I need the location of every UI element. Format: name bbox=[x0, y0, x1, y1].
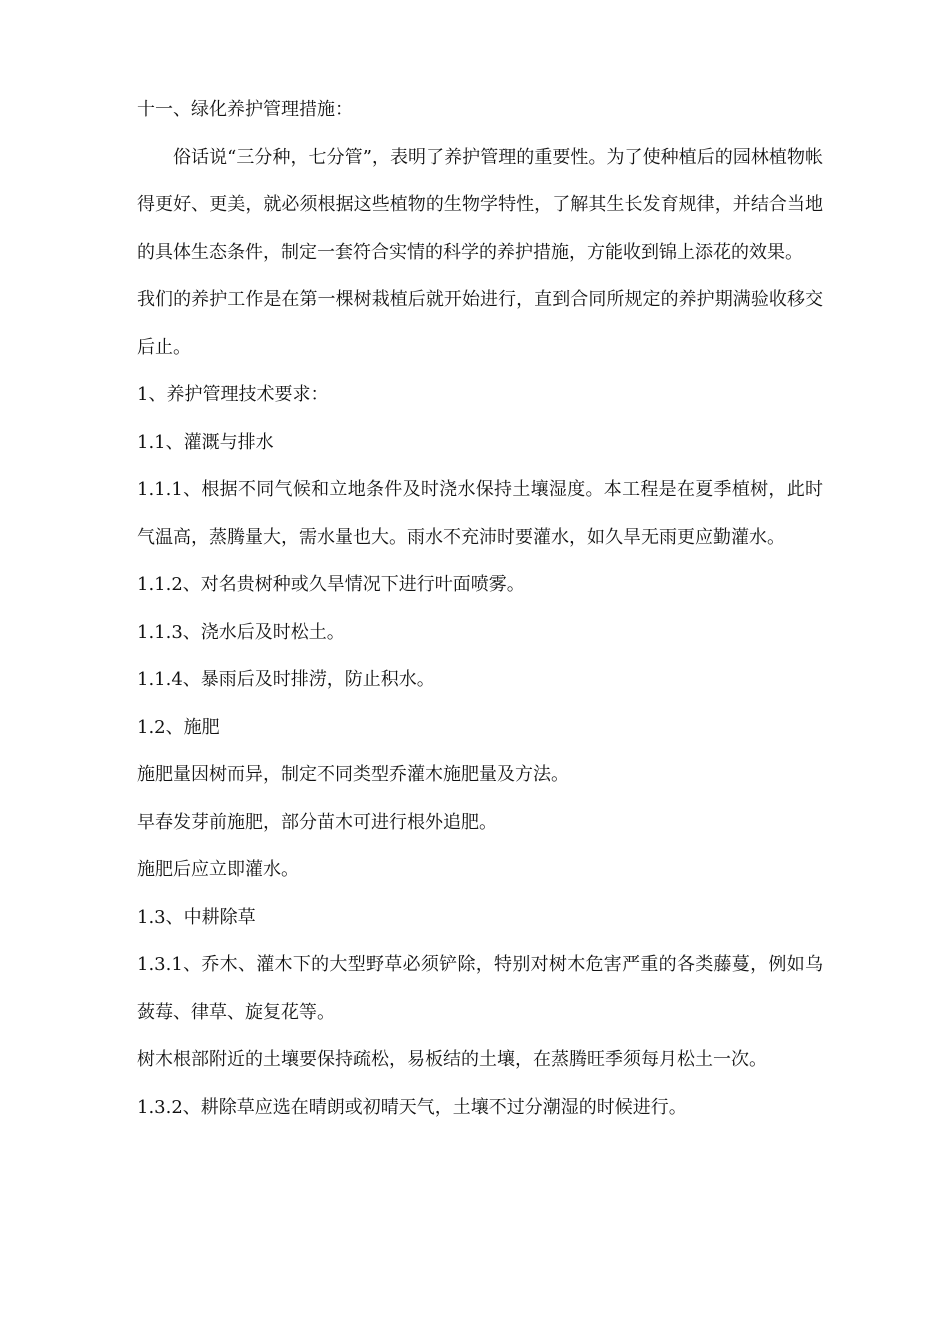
intro-paragraph: 俗话说“三分种，七分管”，表明了养护管理的重要性。为了使种植后的园林植物帐得更好、更美，就必须根据这些植物的生物学特性，了解其生长发育规律，并结合当地的具体生态条件，制定一套符合实情的科学的养护措施，方能收到锦上添花的效果。 bbox=[137, 146, 823, 263]
subsection-heading-1-1: 1.1、灌溉与排水 bbox=[137, 431, 274, 453]
soil-loosening-paragraph: 树木根部附近的土壤要保持疏松，易板结的土壤，在蒸腾旺季须每月松土一次。 bbox=[137, 1049, 767, 1070]
maintenance-period-paragraph: 我们的养护工作是在第一棵树栽植后就开始进行，直到合同所规定的养护期满验收移交后止。 bbox=[137, 289, 823, 358]
item-1-1-4: 1.1.4、暴雨后及时排涝，防止积水。 bbox=[137, 669, 435, 690]
spring-fertilize-paragraph: 早春发芽前施肥，部分苗木可进行根外追肥。 bbox=[137, 811, 497, 833]
water-after-fertilize-paragraph: 施肥后应立即灌水。 bbox=[137, 859, 299, 880]
subsection-heading-1-2: 1.2、施肥 bbox=[137, 716, 220, 738]
section-heading: 十一、绿化养护管理措施： bbox=[137, 99, 353, 120]
document-body bbox=[137, 86, 823, 1131]
fertilizer-amount-paragraph: 施肥量因树而异，制定不同类型乔灌木施肥量及方法。 bbox=[137, 764, 569, 785]
item-1-3-2: 1.3.2、耕除草应选在晴朗或初晴天气，土壤不过分潮湿的时候进行。 bbox=[137, 1096, 687, 1118]
subsection-heading-1-3: 1.3、中耕除草 bbox=[137, 906, 256, 928]
item-1-1-2: 1.1.2、对名贵树种或久旱情况下进行叶面喷雾。 bbox=[137, 574, 525, 595]
item-1-1-1: 1.1.1、根据不同气候和立地条件及时浇水保持土壤湿度。本工程是在夏季植树，此时气温高，蒸腾量大，需水量也大。雨水不充沛时要灌水，如久旱无雨更应勤灌水。 bbox=[137, 479, 823, 548]
subsection-heading-1: 1、养护管理技术要求： bbox=[137, 384, 329, 405]
item-1-1-3: 1.1.3、浇水后及时松土。 bbox=[137, 621, 345, 643]
item-1-3-1: 1.3.1、乔木、灌木下的大型野草必须铲除，特别对树木危害严重的各类藤蔓，例如乌蔹莓、律草、旋复花等。 bbox=[137, 954, 823, 1023]
